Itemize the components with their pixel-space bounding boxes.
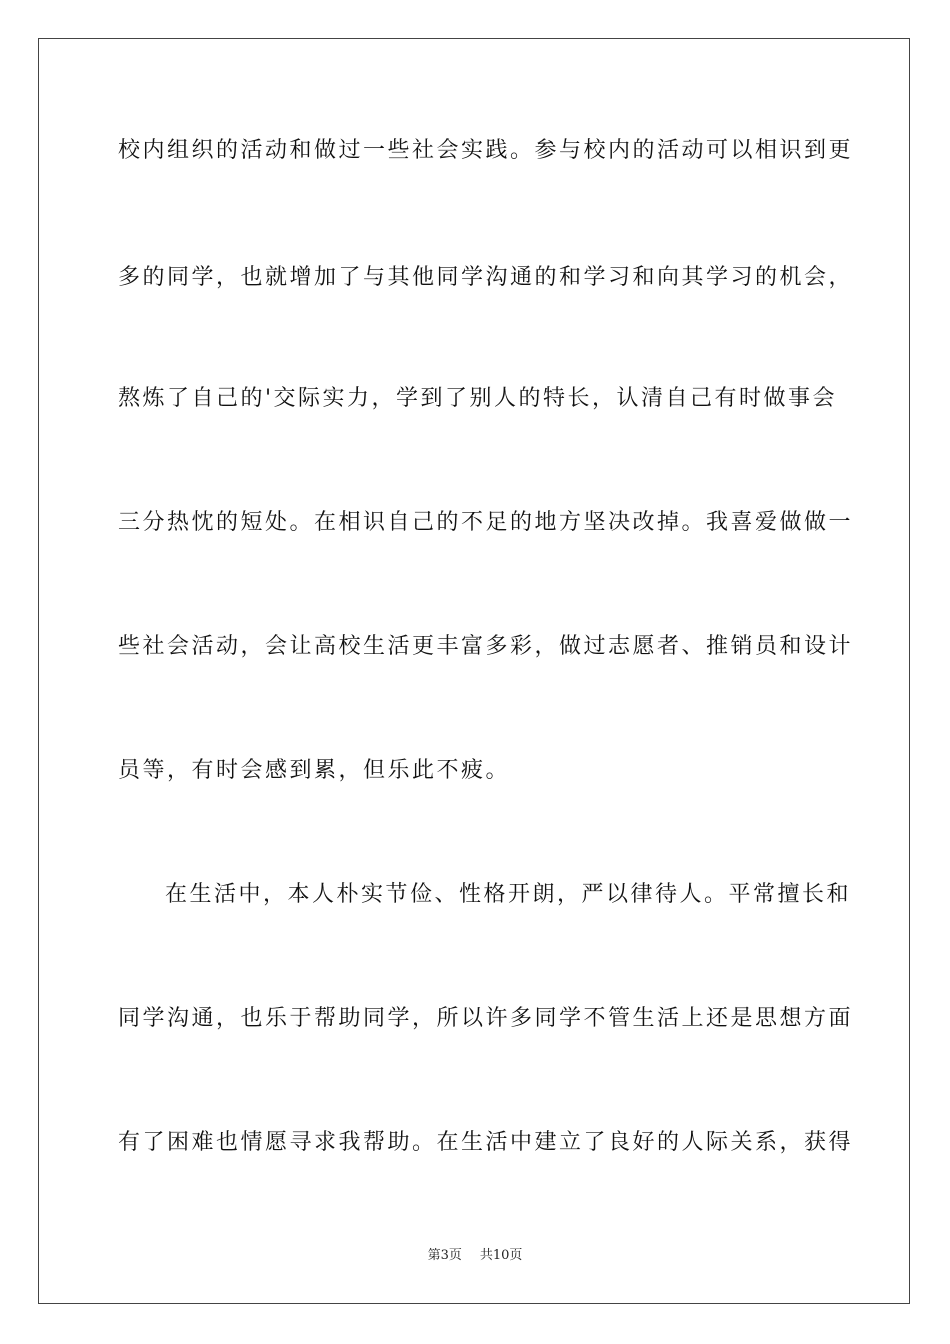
body-text-line: 多的同学，也就增加了与其他同学沟通的和学习和向其学习的机会， [118, 265, 854, 290]
page-total: 共10页 [479, 1248, 523, 1263]
body-text-line: 员等，有时会感到累，但乐此不疲。 [118, 758, 511, 783]
body-text-line: 熬炼了自己的'交际实力，学到了别人的特长，认清自己有时做事会 [118, 386, 838, 411]
page-footer [0, 1247, 950, 1265]
page-border [38, 38, 910, 1304]
body-text-line: 三分热忱的短处。在相识自己的不足的地方坚决改掉。我喜爱做做一 [118, 510, 854, 535]
body-text-line: 同学沟通，也乐于帮助同学，所以许多同学不管生活上还是思想方面 [118, 1006, 854, 1031]
body-text-line: 些社会活动，会让高校生活更丰富多彩，做过志愿者、推销员和设计 [118, 634, 854, 659]
body-text-line: 校内组织的活动和做过一些社会实践。参与校内的活动可以相识到更 [118, 138, 854, 163]
paragraph-first-line: 在生活中，本人朴实节俭、性格开朗，严以律待人。平常擅长和 [165, 882, 852, 907]
body-text-line: 有了困难也情愿寻求我帮助。在生活中建立了良好的人际关系，获得 [118, 1130, 854, 1155]
page-number: 第3页 [427, 1248, 462, 1263]
